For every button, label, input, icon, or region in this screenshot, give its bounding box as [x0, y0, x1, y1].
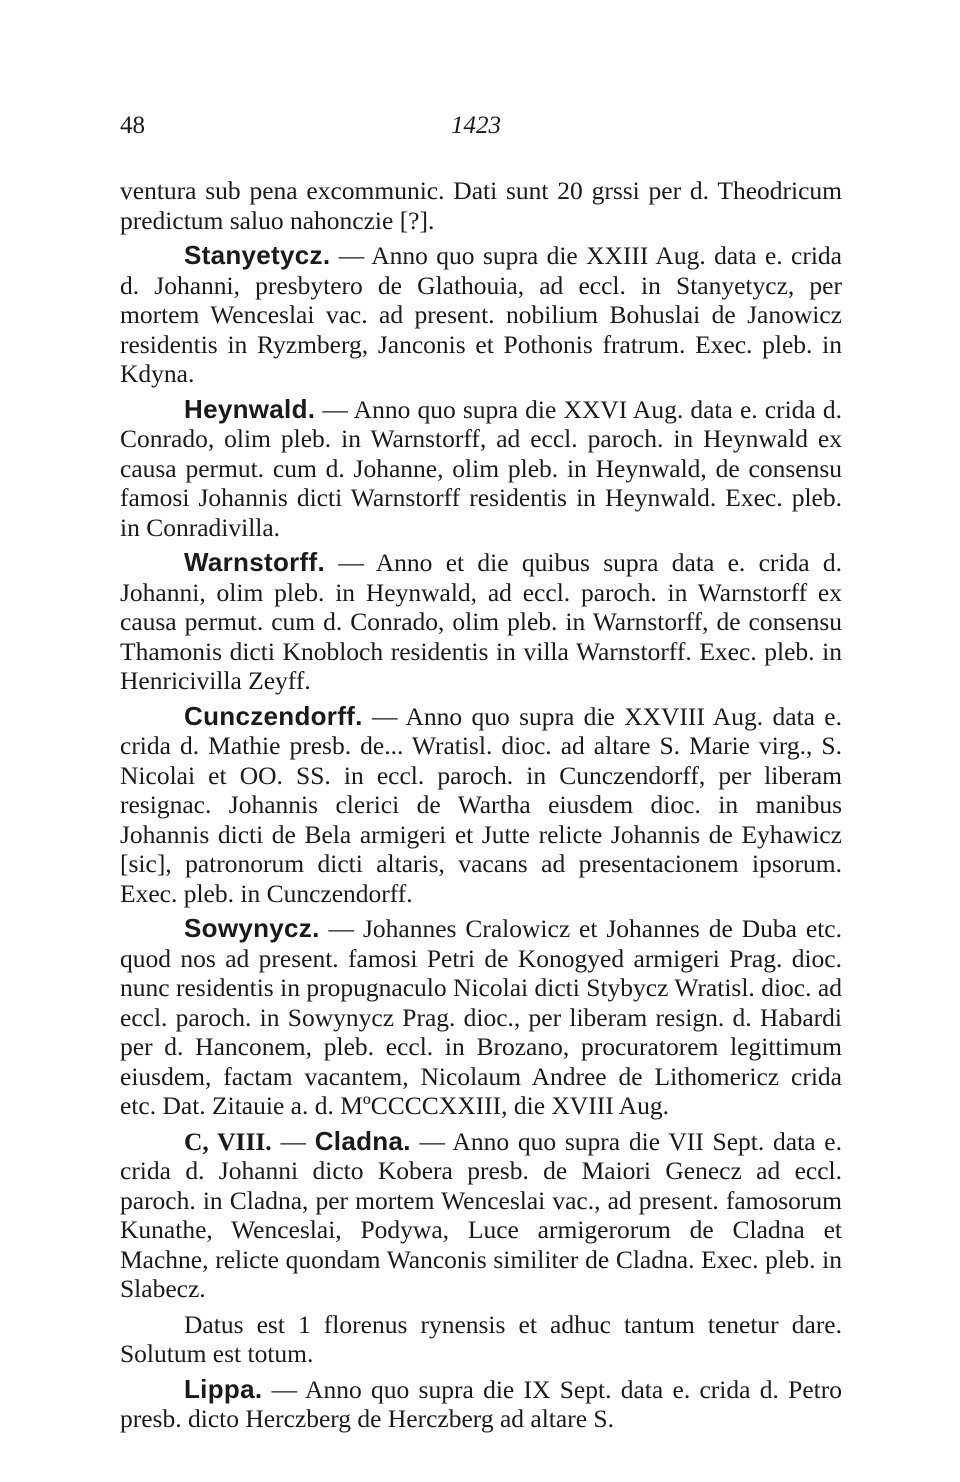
section-separator: — [271, 1126, 315, 1156]
entry-stanyetycz [120, 241, 842, 389]
entry-heynwald [120, 395, 842, 543]
paragraph-continuation [120, 176, 842, 235]
entry-text: — Anno quo supra die IX Sept. data e. crida d. Petro presb. dicto Herczberg de Herczberg ad altare S. [120, 1374, 842, 1433]
entry-heading: Heynwald. [184, 393, 316, 424]
entry-lippa [120, 1375, 842, 1434]
payment-note [120, 1310, 842, 1369]
entry-warnstorff [120, 548, 842, 696]
entry-text: — Anno quo supra die VII Sept. data e. crida d. Johanni dicto Kobera presb. de Maiori Genecz ad eccl. paroch. in Cladna, per mortem Wenceslai vac., ad present. famosorum Kunathe, Wenceslai, Podywa, Luce armigerorum de Cladna et Machne, relicte quondam Wanconis similiter de Cladna. Exec. pleb. in Slabecz. [120, 1126, 842, 1303]
page-header [120, 112, 842, 146]
entry-heading: Lippa. [184, 1373, 263, 1404]
entry-text: — Anno quo supra die XXVI Aug. data e. crida d. Conrado, olim pleb. in Warnstorff, ad eccl. paroch. in Heynwald ex causa permut. cum d. Johanne, olim pleb. in Heynwald, de consensu famosi Johannis dicti Warnstorff residentis in Heynwald. Exec. pleb. in Conradivilla. [120, 394, 842, 542]
entry-text: — Johannes Cralowicz et Johannes de Duba etc. quod nos ad present. famosi Petri de Konogyed armigeri Prag. dioc. nunc residentis in propugnaculo Nicolai dicti Stybycz Wratisl. dioc. ad eccl. paroch. in Sowynycz Prag. dioc., per liberam resign. d. Habardi per d. Hanconem, pleb. eccl. in Brozano, procuratorem legittimum eiusdem, factam vacantem, Nicolaum Andree de Lithomericz crida etc. Dat. Zitauie a. d. MºCCCCXXIII, die XVIII Aug. [120, 914, 842, 1120]
entry-text: — Anno et die quibus supra data e. crida d. Johanni, olim pleb. in Heynwald, ad eccl. paroch. in Warnstorff ex causa permut. cum d. Conrado, olim pleb. in Warnstorff, de consensu Thamonis dicti Knobloch residentis in villa Warnstorff. Exec. pleb. in Henricivilla Zeyff. [120, 548, 842, 695]
page-number: 48 [120, 112, 145, 139]
entry-text: — Anno quo supra die XXVIII Aug. data e. crida d. Mathie presb. de... Wratisl. dioc. ad altare S. Marie virg., S. Nicolai et OO. SS. in eccl. paroch. in Cunczendorff, per liberam resignac. Johannis clerici de Wartha eiusdem dioc. in manibus Johannis dicti de Bela armigeri et Jutte relicte Johannis de Eyhawicz [sic], patronorum dicti altaris, vacans ad presentacionem ipsorum. Exec. pleb. in Cunczendorff. [120, 701, 842, 908]
text-body [120, 176, 842, 1440]
running-header-year: 1423 [451, 112, 501, 139]
entry-heading: Cladna. [314, 1125, 411, 1156]
entry-text: — Anno quo supra die XXIII Aug. data e. crida d. Johanni, presbytero de Glathouia, ad eccl. in Stanyetycz, per mortem Wenceslai vac. ad present. nobilium Bohuslai de Janowicz residentis in Ryzmberg, Janconis et Pothonis fratrum. Exec. pleb. in Kdyna. [120, 241, 842, 388]
entry-heading: Cunczendorff. [184, 700, 363, 731]
paragraph-text: ventura sub pena excommunic. Dati sunt 20 grssi per d. Theodricum predictum saluo nahonczie [?]. [120, 176, 842, 235]
entry-heading: Warnstorff. [184, 547, 325, 577]
section-marker: C, VIII. [184, 1126, 272, 1156]
entry-cunczendorff [120, 702, 842, 909]
entry-cladna [120, 1127, 842, 1304]
entry-heading: Sowynycz. [184, 913, 320, 943]
entry-heading: Stanyetycz. [184, 240, 331, 270]
entry-sowynycz [120, 914, 842, 1121]
paragraph-text: Datus est 1 florenus rynensis et adhuc tantum tenetur dare. Solutum est totum. [120, 1309, 842, 1368]
